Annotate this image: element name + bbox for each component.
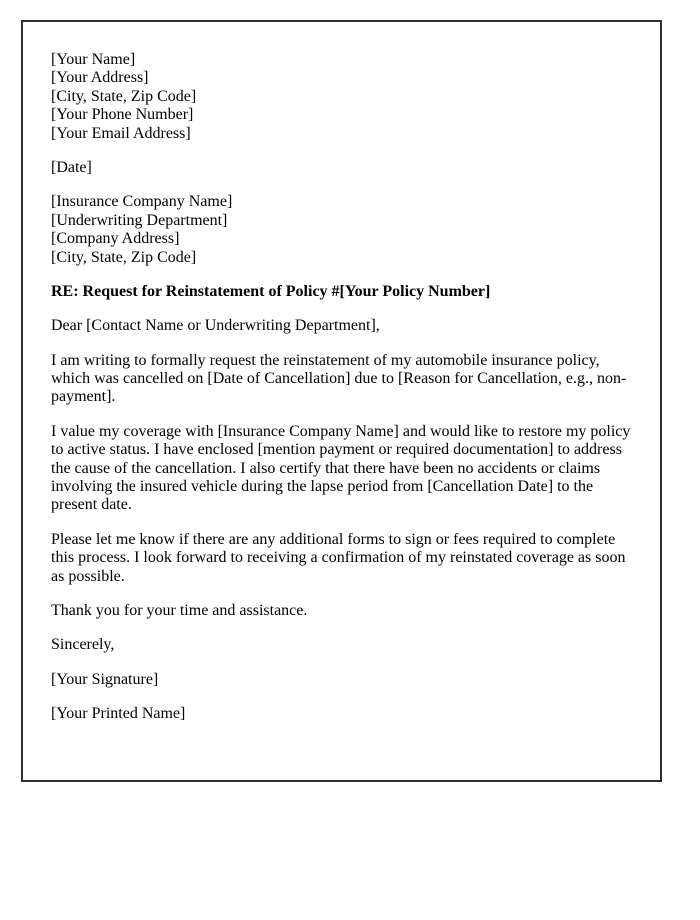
sender-city-state-zip: [City, State, Zip Code] [51,87,197,105]
letter-page [21,20,662,782]
sender-address: [Your Address] [51,69,149,87]
subject-line: RE: Request for Reinstatement of Policy #[Your Policy Number] [51,282,491,300]
salutation: Dear [Contact Name or Underwriting Department], [51,317,380,335]
signature-placeholder: [Your Signature] [51,670,159,688]
signoff-line: Sincerely, [51,636,115,654]
sender-block [51,51,632,143]
body-paragraph-3: Please let me know if there are any additional forms to sign or fees required to complete this process. I look forward to receiving a confirmation of my reinstated coverage as soon as possible. [51,530,626,585]
sender-phone: [Your Phone Number] [51,106,194,124]
body-paragraph-2: I value my coverage with [Insurance Company Name] and would like to restore my policy to active status. I have enclosed [mention payment or required documentation] to address the cause of the cancellation. I also certify that there have been no accidents or claims involving the insured vehicle during the lapse period from [Cancellation Date] to the present date. [51,422,631,514]
recipient-company: [Insurance Company Name] [51,193,233,211]
body-paragraph-1: I am writing to formally request the reinstatement of my automobile insurance policy, which was cancelled on [Date of Cancellation] due to [Reason for Cancellation, e.g., non-payment]. [51,351,627,406]
recipient-block [51,193,632,267]
sender-email: [Your Email Address] [51,124,191,142]
recipient-address: [Company Address] [51,230,180,248]
date-line: [Date] [51,158,92,176]
recipient-department: [Underwriting Department] [51,211,228,229]
closing-thanks-line: Thank you for your time and assistance. [51,601,308,619]
sender-name: [Your Name] [51,51,136,68]
printed-name-placeholder: [Your Printed Name] [51,705,186,723]
recipient-city-state-zip: [City, State, Zip Code] [51,248,197,266]
